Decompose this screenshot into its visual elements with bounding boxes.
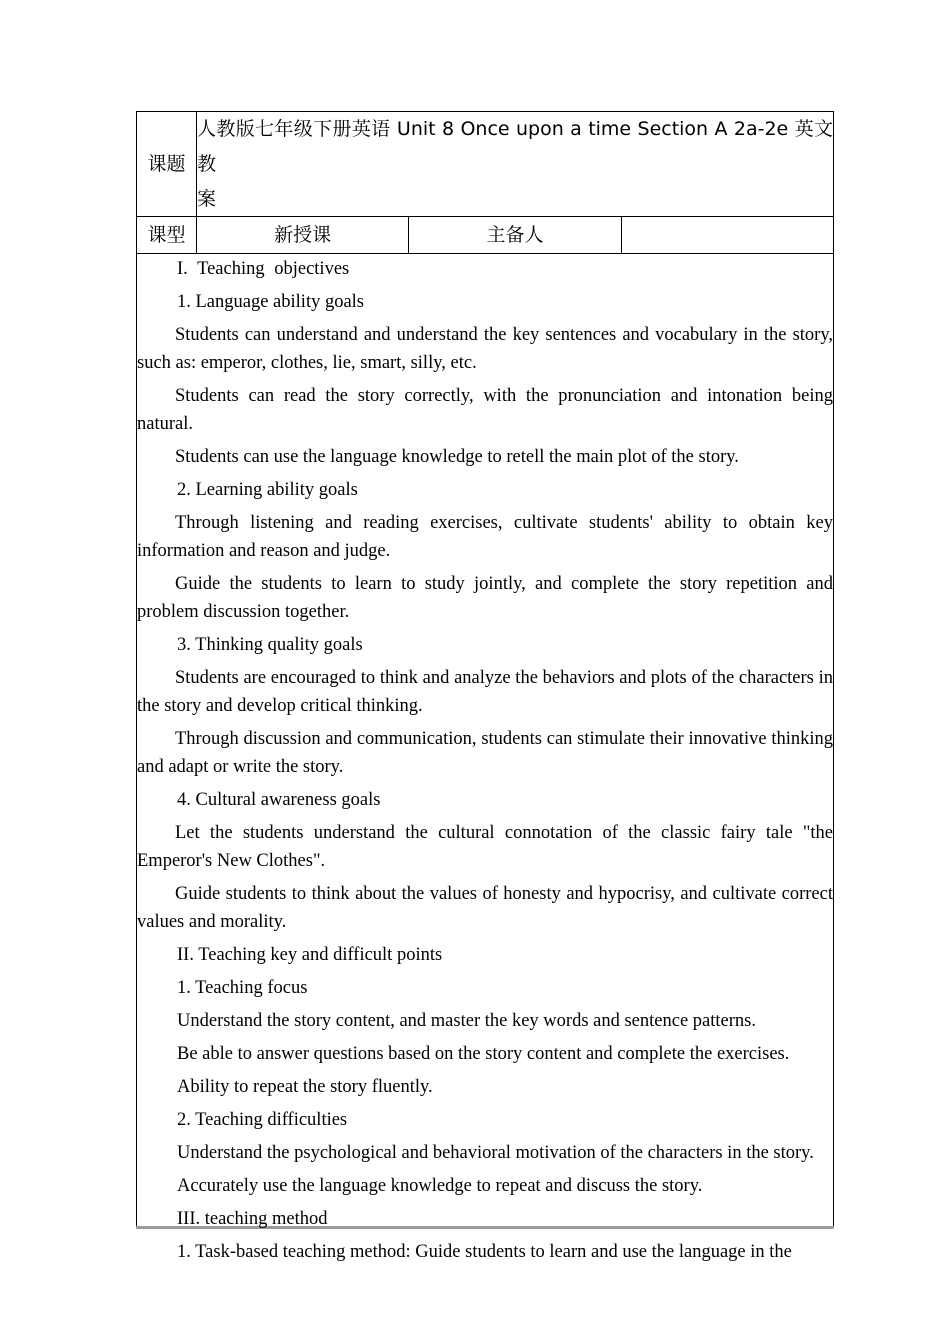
body-paragraph: Accurately use the language knowledge to repeat and discuss the story.: [177, 1176, 703, 1196]
topic-value-tail: 案: [197, 188, 217, 210]
topic-label-cell: 课题: [137, 112, 197, 217]
lesson-body-text: [137, 255, 833, 1262]
body-paragraph: 3. Thinking quality goals: [177, 635, 363, 655]
body-paragraph: Through discussion and communication, students can stimulate their innovative thinking and adapt or write the story.: [137, 729, 833, 777]
body-paragraph: 2. Teaching difficulties: [177, 1110, 348, 1130]
body-paragraph: Let the students understand the cultural connotation of the classic fairy tale "the Emperor's New Clothes".: [137, 823, 833, 871]
body-paragraph: Students are encouraged to think and analyze the behaviors and plots of the characters in the story and develop critical thinking.: [137, 668, 833, 716]
table-row-body: [137, 254, 834, 1228]
topic-value-cell: [197, 112, 834, 217]
body-paragraph: Students can use the language knowledge to retell the main plot of the story.: [175, 447, 739, 467]
body-paragraph: Understand the psychological and behavioral motivation of the characters in the story.: [177, 1143, 814, 1163]
body-paragraph: Guide the students to learn to study jointly, and complete the story repetition and problem discussion together.: [137, 574, 833, 622]
table-row-type: [137, 217, 834, 254]
body-paragraph: Guide students to think about the values of honesty and hypocrisy, and cultivate correct values and morality.: [137, 884, 833, 932]
topic-value-main: 人教版七年级下册英语 Unit 8 Once upon a time Section A 2a-2e 英文教: [197, 118, 833, 175]
body-paragraph: Ability to repeat the story fluently.: [177, 1077, 433, 1097]
table-row-topic: [137, 112, 834, 217]
body-paragraph: 1. Task-based teaching method: Guide students to learn and use the language in the: [177, 1242, 792, 1262]
body-paragraph: 2. Learning ability goals: [177, 480, 358, 500]
body-paragraph: 1. Teaching focus: [177, 978, 308, 998]
body-paragraph: III. teaching method: [177, 1209, 328, 1229]
body-paragraph: Through listening and reading exercises, cultivate students' ability to obtain key information and reason and judge.: [137, 513, 833, 561]
prepared-by-label-cell: 主备人: [409, 217, 621, 254]
body-paragraph: 1. Language ability goals: [177, 292, 365, 312]
type-label-cell: 课型: [137, 217, 197, 254]
prepared-by-value-cell: [621, 217, 833, 254]
body-paragraph: Students can read the story correctly, with the pronunciation and intonation being natural.: [137, 386, 833, 434]
body-paragraph: II. Teaching key and difficult points: [177, 945, 443, 965]
body-paragraph: Understand the story content, and master the key words and sentence patterns.: [177, 1011, 756, 1031]
body-paragraph: 4. Cultural awareness goals: [177, 790, 381, 810]
body-paragraph: Be able to answer questions based on the story content and complete the exercises.: [177, 1044, 790, 1064]
lesson-plan-table: [136, 111, 834, 1262]
body-paragraph: Students can understand and understand the key sentences and vocabulary in the story, such as: emperor, clothes, lie, smart, silly, etc.: [137, 325, 833, 373]
type-value-cell: 新授课: [197, 217, 409, 254]
body-paragraph: I. Teaching objectives: [177, 259, 350, 279]
lesson-body-cell: [137, 254, 834, 1262]
